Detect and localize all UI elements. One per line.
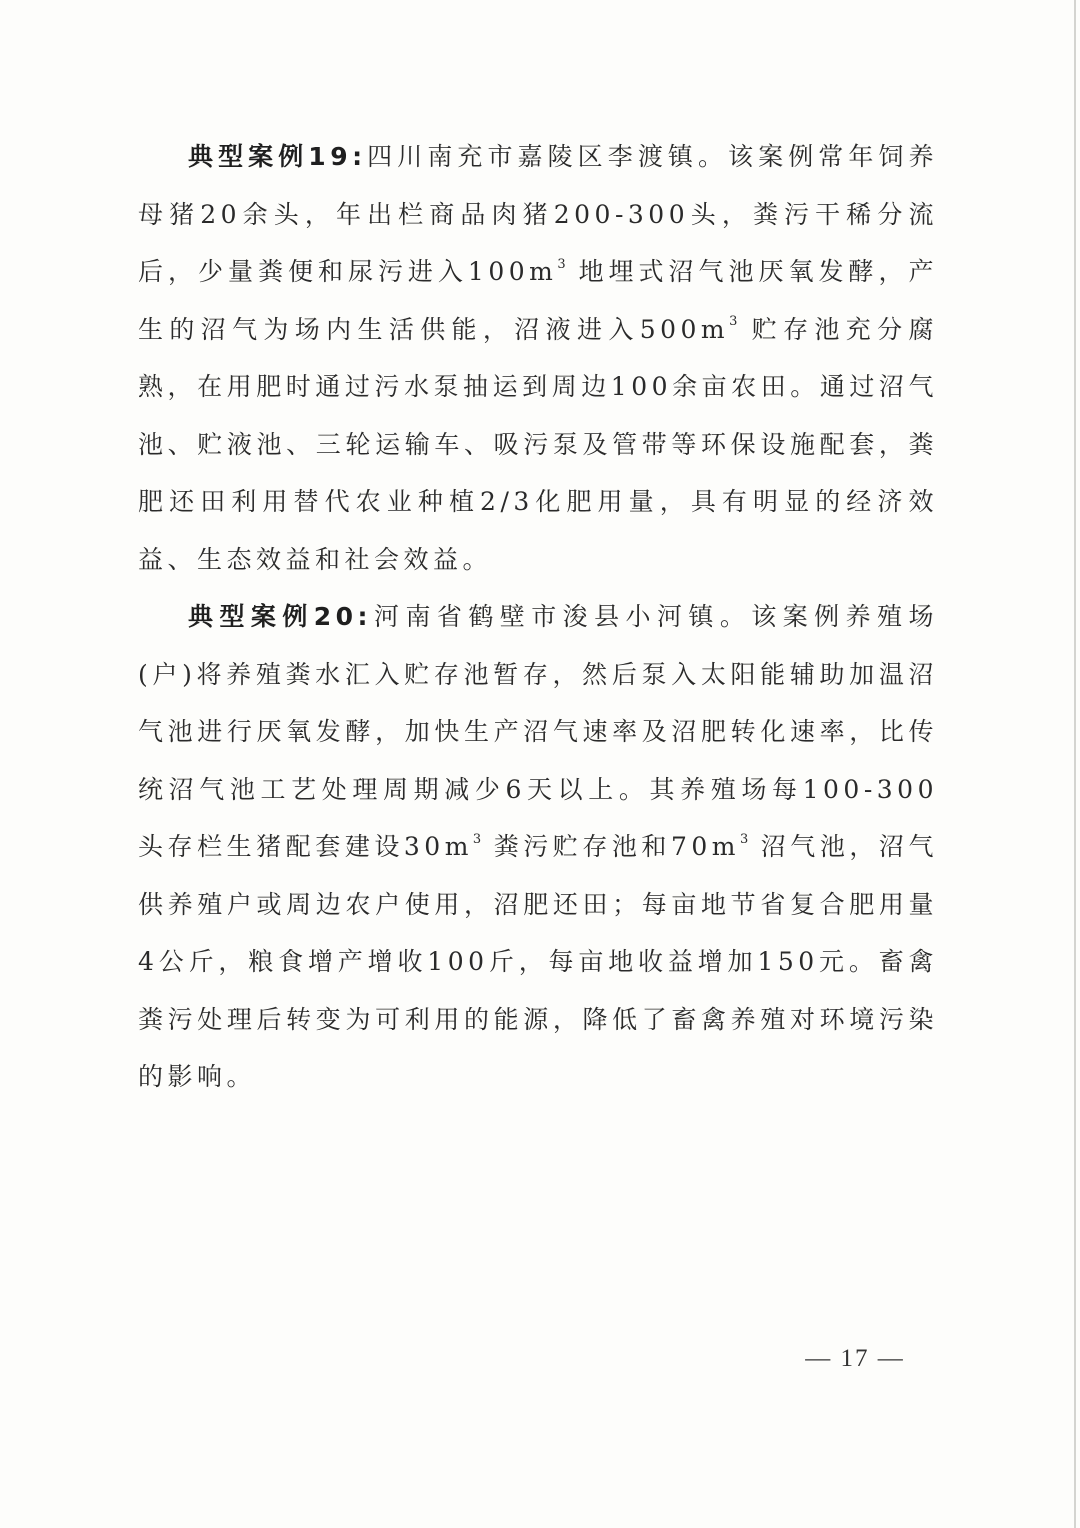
case-19-heading: 典型案例19: xyxy=(188,142,367,171)
case-20-text-part-2: 粪污贮存池和70m xyxy=(481,832,740,861)
case-19-text-part-2: 地埋式沼气池厌氧发酵，产生的沼气为场内生活供能，沼液进入500m xyxy=(138,257,938,344)
case-paragraph-20 xyxy=(138,588,938,1106)
case-20-text-part-3: 沼气池，沼气供养殖户或周边农户使用，沼肥还田；每亩地节省复合肥用量4公斤，粮食增产增收100斤，每亩地收益增加150元。畜禽粪污处理后转变为可利用的能源，降低了畜禽养殖对环境污染的影响。 xyxy=(138,832,938,1091)
document-body xyxy=(138,128,938,1106)
scan-edge-line xyxy=(1074,0,1076,1528)
case-19-text-part-3: 贮存池充分腐熟，在用肥时通过污水泵抽运到周边100余亩农田。通过沼气池、贮液池、三轮运输车、吸污泵及管带等环保设施配套，粪肥还田利用替代农业种植2/3化肥用量，具有明显的经济效益、生态效益和社会效益。 xyxy=(138,314,938,574)
case-20-heading: 典型案例20: xyxy=(188,602,373,631)
superscript-cubic: 3 xyxy=(557,256,566,272)
case-19-text-part-1: 四川南充市嘉陵区李渡镇。该案例常年饲养母猪20余头，年出栏商品肉猪200-300头，粪污干稀分流后，少量粪便和尿污进入100m xyxy=(138,142,938,286)
case-20-text-part-1: 河南省鹤壁市浚县小河镇。该案例养殖场(户)将养殖粪水汇入贮存池暂存，然后泵入太阳能辅助加温沼气池进行厌氧发酵，加快生产沼气速率及沼肥转化速率，比传统沼气池工艺处理周期减少6天以上。其养殖场每100-300头存栏生猪配套建设30m xyxy=(138,602,938,861)
superscript-cubic: 3 xyxy=(739,831,749,847)
superscript-cubic: 3 xyxy=(729,314,738,330)
page-number: — 17 — xyxy=(805,1345,905,1372)
superscript-cubic: 3 xyxy=(472,831,482,847)
case-paragraph-19 xyxy=(138,128,938,588)
